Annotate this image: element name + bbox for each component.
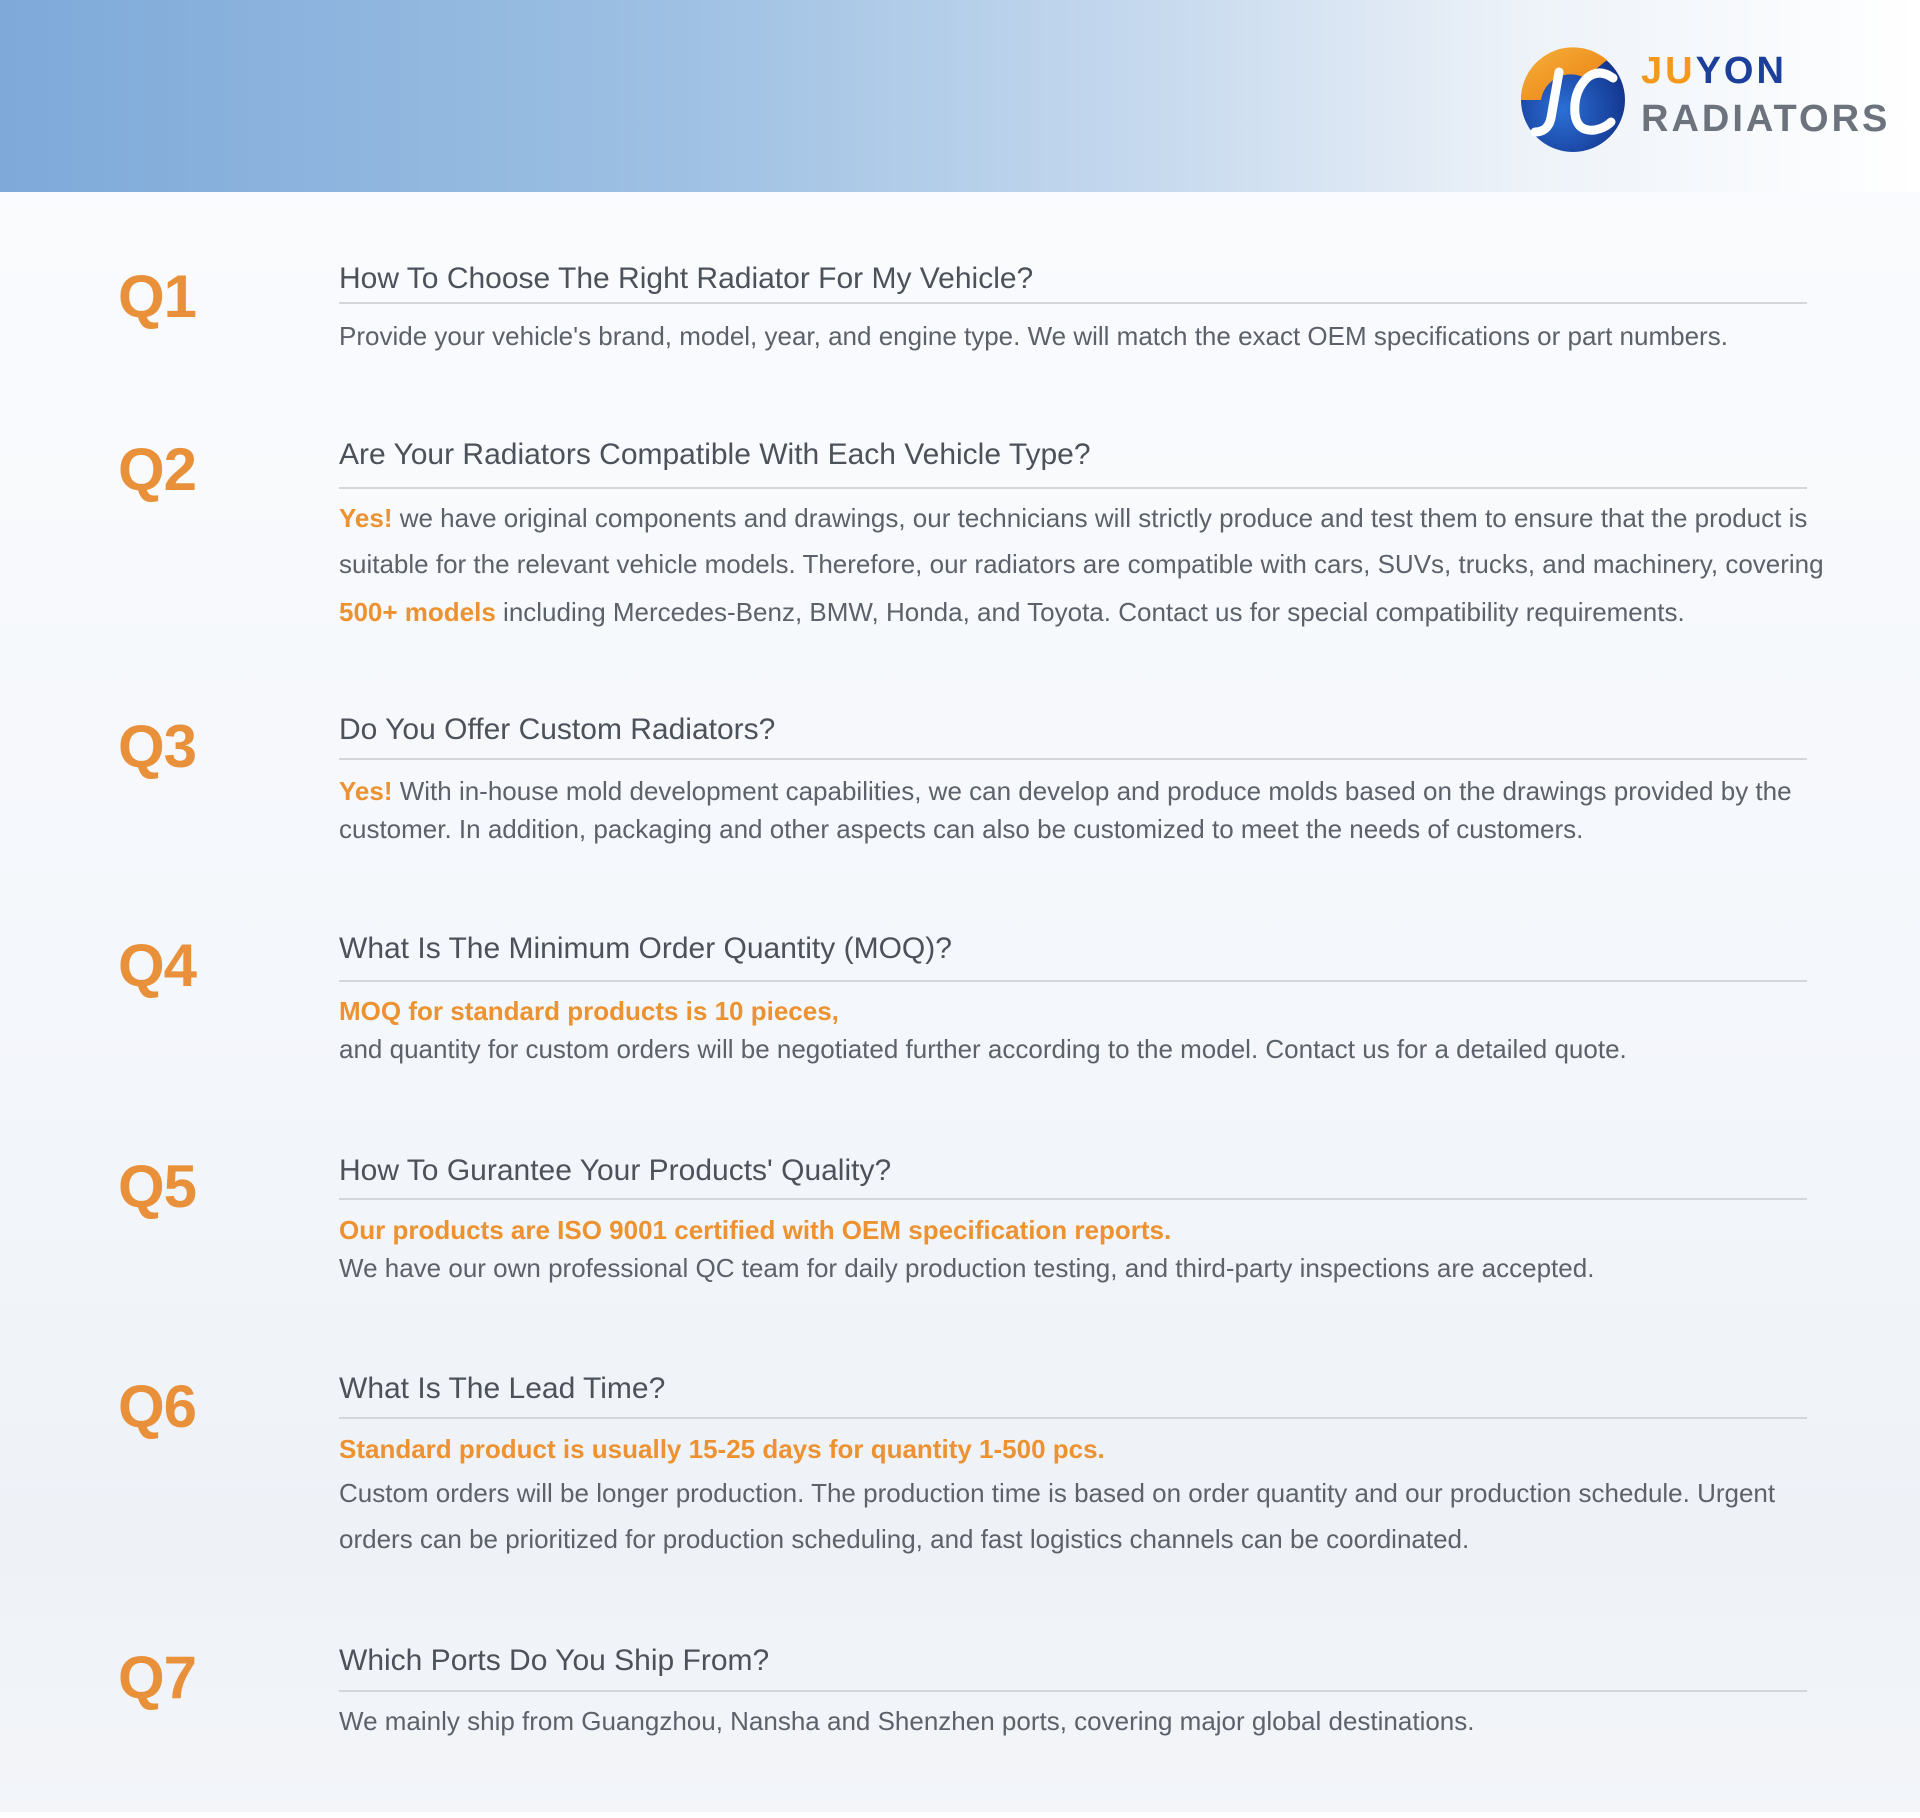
divider	[339, 1198, 1807, 1200]
answer-body: including Mercedes-Benz, BMW, Honda, and Toyota. Contact us for special compatibility requirements.	[495, 597, 1685, 627]
answer-line: orders can be prioritized for production scheduling, and fast logistics channels can be coordinated.	[339, 1524, 1470, 1554]
brand-name-yon: YON	[1695, 50, 1787, 92]
answer-line: Provide your vehicle's brand, model, year, and engine type. We will match the exact OEM specifications or part numbers.	[339, 321, 1728, 351]
answer-highlight: MOQ for standard products is 10 pieces,	[339, 996, 839, 1026]
question-number: Q6	[118, 1373, 197, 1440]
brand-name-ju: JU	[1641, 50, 1696, 92]
answer-body: we have original components and drawings, our technicians will strictly produce and test them to ensure that the product is	[392, 503, 1808, 533]
answer-highlight: Yes!	[339, 776, 393, 806]
answer-line: and quantity for custom orders will be negotiated further according to the model. Contact us for a detailed quote.	[339, 1034, 1627, 1064]
question-number: Q2	[118, 436, 197, 503]
answer-body: With in-house mold development capabilities, we can develop and produce molds based on the drawings provided by the	[392, 776, 1792, 806]
answer-text	[339, 1434, 1819, 1554]
answer-line	[339, 597, 1819, 627]
answer-text	[339, 1706, 1819, 1736]
question-number: Q3	[118, 713, 197, 780]
question-title: Which Ports Do You Ship From?	[339, 1644, 770, 1677]
answer-text	[339, 776, 1819, 844]
question-title: What Is The Minimum Order Quantity (MOQ)?	[339, 932, 952, 965]
answer-line	[339, 996, 1819, 1034]
question-title: How To Gurantee Your Products' Quality?	[339, 1154, 892, 1187]
question-number: Q7	[118, 1644, 197, 1711]
answer-text	[339, 996, 1819, 1064]
answer-line	[339, 503, 1819, 549]
answer-text	[339, 321, 1819, 352]
answer-line: suitable for the relevant vehicle models. Therefore, our radiators are compatible with cars, SUVs, trucks, and machinery, covering	[339, 549, 1824, 579]
divider	[339, 980, 1807, 982]
question-title: Do You Offer Custom Radiators?	[339, 713, 776, 746]
question-title: What Is The Lead Time?	[339, 1372, 666, 1405]
answer-highlight: Standard product is usually 15-25 days for quantity 1-500 pcs.	[339, 1434, 1105, 1464]
bottom-border	[0, 1812, 1920, 1818]
question-number: Q1	[118, 263, 197, 330]
answer-line: customer. In addition, packaging and other aspects can also be customized to meet the needs of customers.	[339, 814, 1584, 844]
brand-name-top	[1641, 50, 1787, 93]
divider	[339, 1690, 1807, 1692]
divider	[339, 1417, 1807, 1419]
answer-line: Custom orders will be longer production. The production time is based on order quantity and our production schedule. Urgent	[339, 1478, 1776, 1508]
answer-text	[339, 503, 1824, 627]
question-number: Q4	[118, 932, 197, 999]
brand-logo	[1515, 38, 1891, 158]
answer-text	[339, 1215, 1819, 1283]
divider	[339, 302, 1807, 304]
brand-name-bottom: RADIATORS	[1641, 98, 1891, 140]
answer-highlight: Yes!	[339, 503, 393, 533]
divider	[339, 487, 1807, 489]
answer-highlight: Our products are ISO 9001 certified with OEM specification reports.	[339, 1215, 1172, 1245]
answer-line: We mainly ship from Guangzhou, Nansha and Shenzhen ports, covering major global destinations.	[339, 1706, 1475, 1736]
divider	[339, 758, 1807, 760]
answer-line	[339, 776, 1819, 814]
answer-line: We have our own professional QC team for daily production testing, and third-party inspections are accepted.	[339, 1253, 1595, 1283]
juyon-logo-icon	[1515, 38, 1635, 158]
answer-line	[339, 1434, 1819, 1478]
answer-line	[339, 1215, 1819, 1253]
question-title: How To Choose The Right Radiator For My Vehicle?	[339, 262, 1034, 295]
answer-highlight: 500+ models	[339, 597, 496, 627]
question-number: Q5	[118, 1153, 197, 1220]
header-banner	[0, 0, 1920, 192]
question-title: Are Your Radiators Compatible With Each Vehicle Type?	[339, 438, 1091, 471]
